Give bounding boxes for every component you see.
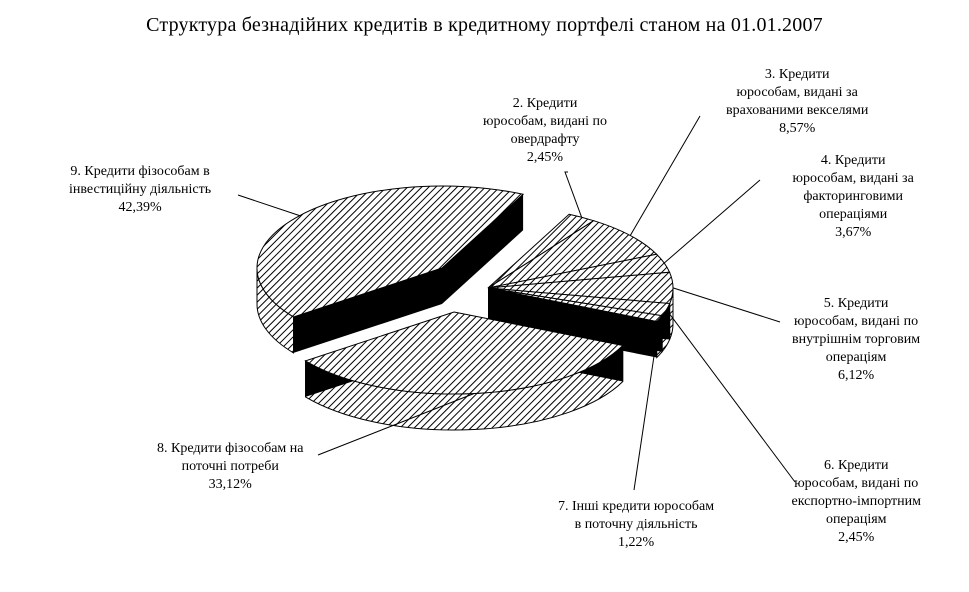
slice-label-3 xyxy=(726,66,868,138)
slice-label-4 xyxy=(793,152,914,242)
slice-label-line: операціям xyxy=(825,350,887,365)
slice-label-line: юрособам, видані по xyxy=(794,476,919,491)
slice-label-9 xyxy=(69,163,211,217)
slice-label-line: 9. Кредити фізособам в xyxy=(70,164,210,179)
leader-line-5 xyxy=(673,288,780,322)
slice-label-line: інвестиційну діяльність xyxy=(69,182,212,197)
slice-label-line: внутрішнім торговим xyxy=(792,332,921,347)
slice-value: 1,22% xyxy=(617,535,655,550)
slice-label-line: юрособам, видані по xyxy=(794,314,919,329)
slice-label-line: 6. Кредити xyxy=(823,458,889,473)
slice-label-6 xyxy=(792,457,921,547)
slice-value: 8,57% xyxy=(779,121,816,136)
slice-label-line: 2. Кредити xyxy=(512,96,578,111)
slice-label-line: юрособам, видані по xyxy=(483,114,608,129)
slice-label-line: експортно-імпортним xyxy=(791,494,921,509)
slice-label-line: юрособам, видані за xyxy=(792,171,914,186)
slice-label-line: поточні потреби xyxy=(181,459,279,474)
chart-title: Структура безнадійних кредитів в кредитному портфелі станом на 01.01.2007 xyxy=(146,14,823,36)
slice-label-line: юрособам, видані за xyxy=(736,85,858,100)
leader-line-2 xyxy=(565,172,582,217)
slice-value: 2,45% xyxy=(838,530,875,545)
slice-label-line: операціям xyxy=(825,512,887,527)
slice-label-line: в поточну діяльність xyxy=(574,517,698,532)
slice-label-line: факторинговими xyxy=(803,189,903,204)
leader-line-4 xyxy=(664,180,760,263)
leader-line-3 xyxy=(630,116,700,236)
slice-label-line: 8. Кредити фізособам на xyxy=(157,441,304,456)
slice-label-line: овердрафту xyxy=(510,132,580,147)
slice-label-line: врахованими векселями xyxy=(726,103,869,118)
slice-value: 6,12% xyxy=(837,368,875,383)
slice-label-line: 3. Кредити xyxy=(764,67,830,82)
slice-label-7 xyxy=(558,498,714,552)
slice-label-line: 4. Кредити xyxy=(820,153,886,168)
leader-line-9 xyxy=(238,195,300,216)
slice-label-8 xyxy=(157,440,303,494)
slice-label-5 xyxy=(792,295,920,385)
slice-value: 42,39% xyxy=(118,200,162,215)
slice-value: 33,12% xyxy=(208,477,252,492)
leader-line-6 xyxy=(666,310,795,482)
slice-label-2 xyxy=(483,95,607,167)
slice-label-line: операціями xyxy=(819,207,888,222)
slice-label-line: 5. Кредити xyxy=(823,296,889,311)
slice-value: 3,67% xyxy=(835,225,872,240)
slice-label-line: 7. Інші кредити юрособам xyxy=(558,499,715,514)
slice-value: 2,45% xyxy=(526,150,564,165)
